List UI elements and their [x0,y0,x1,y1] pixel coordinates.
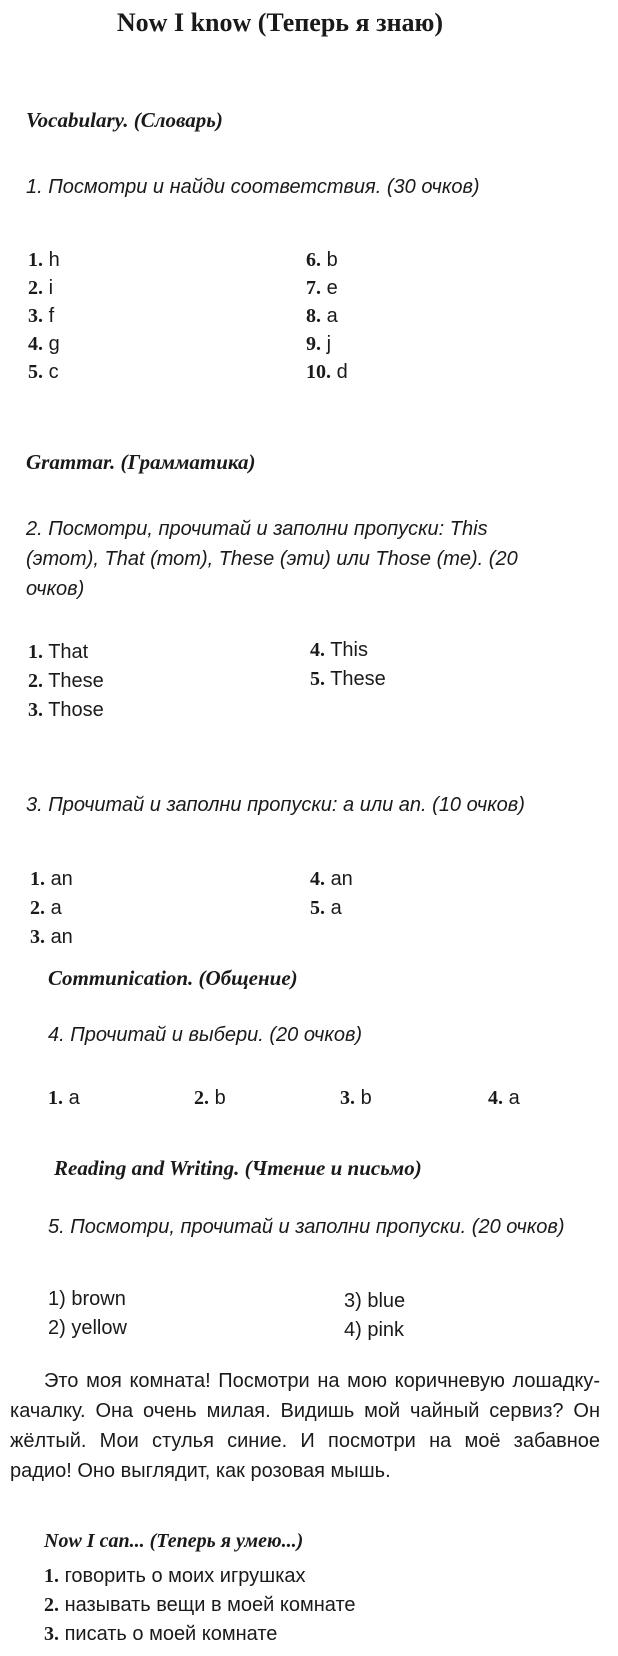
answer-paragraph: Это моя комната! Посмотри на мою коричневую лошадку-качалку. Она очень милая. Видишь мой чайный сервиз? Он жёлтый. Мои стулья синие. И посмотри на моё забавное радио! Оно выглядит, как розовая мышь. [10,1370,600,1482]
answer-number: 2) [48,1317,66,1339]
item-number: 1. [44,1565,59,1587]
answer-number: 3. [30,926,45,948]
answer-value: d [336,361,348,383]
choice-answer-4 [488,1084,520,1112]
item-text: писать о моей комнате [64,1623,278,1645]
answer-number: 1. [28,641,43,663]
answer-number: 6. [306,249,321,271]
answer-value: g [48,333,60,355]
answer-value: an [50,868,73,890]
answer-value: a [326,305,338,327]
answer-value: a [330,897,342,919]
grammar-answer-1 [28,638,88,666]
now-i-can-heading: Now I can... (Теперь я умею...) [44,1530,304,1552]
answer-number: 4. [310,868,325,890]
task-3-instruction: 3. Прочитай и заполни пропуски: a или an. (10 очков) [26,794,525,816]
grammar-answer-5 [310,665,386,693]
vocab-answer-6 [306,246,338,274]
answer-value: b [360,1087,372,1109]
vocab-answer-3 [28,302,54,330]
communication-heading: Communication. (Общение) [48,966,298,990]
item-text: говорить о моих игрушках [64,1565,306,1587]
grammar-answer-2 [28,667,104,695]
task-1-instruction: 1. Посмотри и найди соответствия. (30 очков) [26,176,480,198]
answer-number: 1) [48,1288,66,1310]
vocab-answer-7 [306,274,338,302]
answer-value: an [50,926,73,948]
fill-answer-4 [344,1316,404,1344]
article-answer-2 [30,894,62,922]
answer-value: These [48,670,104,692]
answer-value: c [48,361,59,383]
vocab-answer-9 [306,330,331,358]
answer-number: 3. [28,699,43,721]
answer-value: These [330,668,386,690]
answer-value: a [68,1087,80,1109]
can-item-3 [44,1620,277,1648]
vocabulary-heading: Vocabulary. (Словарь) [26,108,223,132]
answer-number: 5. [310,668,325,690]
article-answer-4 [310,865,353,893]
can-item-1 [44,1562,306,1590]
answer-number: 3. [340,1087,355,1109]
answer-number: 2. [30,897,45,919]
answer-number: 7. [306,277,321,299]
reading-writing-heading: Reading and Writing. (Чтение и письмо) [54,1156,422,1180]
answer-value: an [330,868,353,890]
answer-value: j [326,333,332,355]
item-number: 3. [44,1623,59,1645]
answer-number: 8. [306,305,321,327]
can-item-2 [44,1591,356,1619]
answer-number: 4. [488,1087,503,1109]
answer-value: pink [367,1319,405,1341]
item-text: называть вещи в моей комнате [64,1594,356,1616]
vocab-answer-1 [28,246,60,274]
answer-value: blue [367,1290,406,1312]
answer-number: 3) [344,1290,362,1312]
fill-answer-3 [344,1287,405,1315]
answer-number: 2. [28,670,43,692]
grammar-answer-4 [310,636,368,664]
vocab-answer-5 [28,358,59,386]
answer-number: 9. [306,333,321,355]
answer-value: i [48,277,54,299]
vocab-answer-4 [28,330,60,358]
vocab-answer-10 [306,358,348,386]
task-4-instruction: 4. Прочитай и выбери. (20 очков) [48,1024,363,1046]
vocab-answer-8 [306,302,338,330]
answer-value: a [508,1087,520,1109]
answer-value: yellow [71,1317,127,1339]
choice-answer-1 [48,1084,80,1112]
answer-number: 2. [28,277,43,299]
answer-number: 4) [344,1319,362,1341]
answer-number: 3. [28,305,43,327]
answer-number: 4. [310,639,325,661]
answer-number: 5. [28,361,43,383]
answer-value: b [214,1087,226,1109]
fill-answer-2 [48,1314,127,1342]
grammar-heading: Grammar. (Грамматика) [26,450,256,474]
article-answer-5 [310,894,342,922]
answer-number: 4. [28,333,43,355]
grammar-answer-3 [28,696,104,724]
answer-value: e [326,277,338,299]
choice-answer-2 [194,1084,226,1112]
answer-value: This [330,639,368,661]
answer-value: brown [71,1288,126,1310]
answer-value: f [48,305,55,327]
answer-number: 2. [194,1087,209,1109]
item-number: 2. [44,1594,59,1616]
article-answer-1 [30,865,73,893]
vocab-answer-2 [28,274,53,302]
task-5-instruction: 5. Посмотри, прочитай и заполни пропуски. (20 очков) [48,1216,565,1238]
choice-answer-3 [340,1084,372,1112]
answer-value: h [48,249,60,271]
answer-number: 1. [28,249,43,271]
page-title: Now I know (Теперь я знаю) [116,8,444,37]
answer-value: Those [48,699,104,721]
answer-value: That [48,641,89,663]
answer-number: 10. [306,361,331,383]
answer-number: 5. [310,897,325,919]
task-2-instruction: 2. Посмотри, прочитай и заполни пропуски: This (этот), That (тот), These (эти) или Those (те). (20 очков) [26,518,518,600]
answer-value: a [50,897,62,919]
article-answer-3 [30,923,73,951]
answer-number: 1. [48,1087,63,1109]
fill-answer-1 [48,1285,126,1313]
answer-number: 1. [30,868,45,890]
answer-value: b [326,249,338,271]
